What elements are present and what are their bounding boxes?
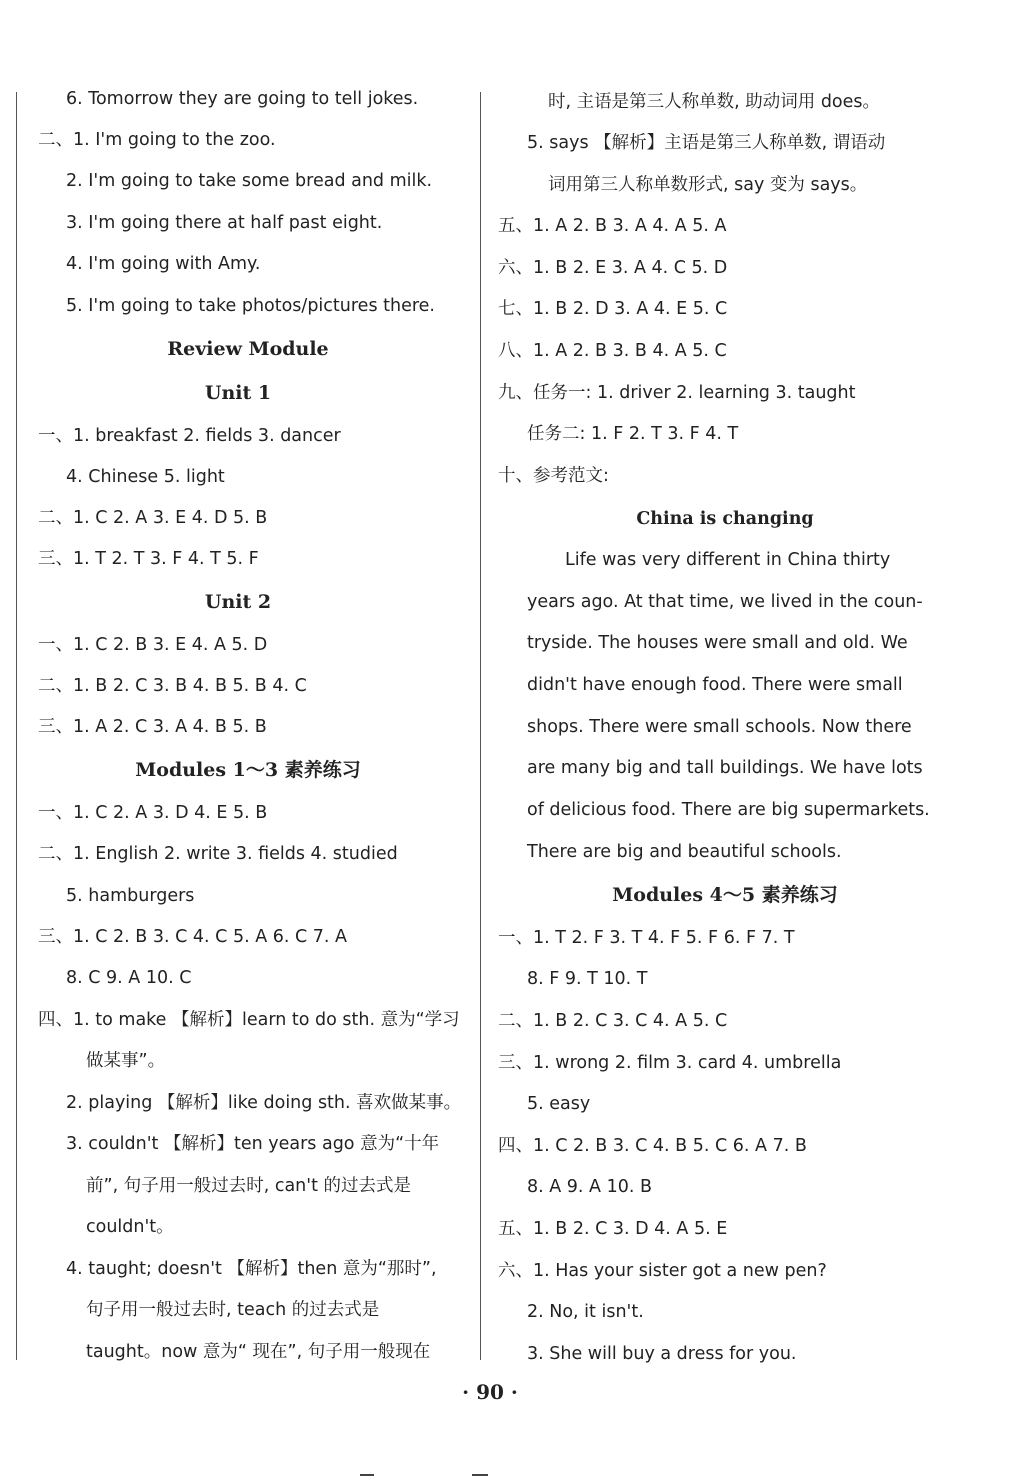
- essay-line: didn't have enough food. There were small: [527, 675, 903, 695]
- answer-line: 8. C 9. A 10. C: [66, 968, 192, 988]
- answer-line: 九、任务一: 1. driver 2. learning 3. taught: [498, 383, 856, 403]
- essay-line: years ago. At that time, we lived in the coun-: [527, 592, 923, 612]
- answer-line: 5. easy: [527, 1094, 591, 1114]
- answer-line: 一、1. C 2. A 3. D 4. E 5. B: [38, 803, 268, 823]
- answer-line: 十、参考范文:: [498, 466, 609, 486]
- unit-heading: Unit 2: [204, 591, 272, 613]
- answer-line: 一、1. C 2. B 3. E 4. A 5. D: [38, 635, 268, 655]
- answer-line: 七、1. B 2. D 3. A 4. E 5. C: [498, 299, 728, 319]
- answer-line: 2. No, it isn't.: [527, 1302, 644, 1322]
- center-divider-rule: [480, 92, 481, 1360]
- answer-line: 三、1. wrong 2. film 3. card 4. umbrella: [498, 1053, 842, 1073]
- essay-line: are many big and tall buildings. We have lots: [527, 758, 923, 778]
- answer-line: 二、1. I'm going to the zoo.: [38, 130, 276, 150]
- answer-line: 二、1. English 2. write 3. fields 4. studied: [38, 844, 398, 864]
- answer-line: 二、1. C 2. A 3. E 4. D 5. B: [38, 508, 268, 528]
- answer-line: couldn't。: [86, 1217, 174, 1237]
- answer-line: 六、1. B 2. E 3. A 4. C 5. D: [498, 258, 728, 278]
- answer-line: 4. I'm going with Amy.: [66, 254, 261, 274]
- answer-line: 三、1. T 2. T 3. F 4. T 5. F: [38, 549, 259, 569]
- essay-title: China is changing: [636, 509, 814, 529]
- answer-line: 时, 主语是第三人称单数, 助动词用 does。: [548, 92, 881, 112]
- answer-line: 四、1. C 2. B 3. C 4. B 5. C 6. A 7. B: [498, 1136, 807, 1156]
- answer-line: 2. I'm going to take some bread and milk.: [66, 171, 433, 191]
- answer-line: 6. Tomorrow they are going to tell jokes.: [66, 89, 419, 109]
- essay-line: Life was very different in China thirty: [565, 550, 891, 570]
- scan-mark: [360, 1474, 374, 1476]
- answer-line: 2. playing 【解析】like doing sth. 喜欢做某事。: [66, 1093, 462, 1113]
- answer-line: 8. A 9. A 10. B: [527, 1177, 652, 1197]
- essay-line: of delicious food. There are big supermarkets.: [527, 800, 930, 820]
- answer-line: 4. taught; doesn't 【解析】then 意为“那时”,: [66, 1259, 437, 1279]
- section-heading: Review Module: [167, 338, 329, 360]
- answer-line: 五、1. B 2. C 3. D 4. A 5. E: [498, 1219, 728, 1239]
- answer-line: 5. I'm going to take photos/pictures there.: [66, 296, 435, 316]
- answer-line: 任务二: 1. F 2. T 3. F 4. T: [527, 424, 739, 444]
- essay-line: tryside. The houses were small and old. We: [527, 633, 908, 653]
- answer-line: 3. I'm going there at half past eight.: [66, 213, 383, 233]
- answer-line: 八、1. A 2. B 3. B 4. A 5. C: [498, 341, 727, 361]
- answer-line: 句子用一般过去时, teach 的过去式是: [86, 1300, 380, 1320]
- answer-line: 一、1. T 2. F 3. T 4. F 5. F 6. F 7. T: [498, 928, 795, 948]
- answer-line: 3. couldn't 【解析】ten years ago 意为“十年: [66, 1134, 440, 1154]
- unit-heading: Unit 1: [204, 382, 272, 404]
- answer-line: taught。now 意为“ 现在”, 句子用一般现在: [86, 1342, 431, 1362]
- answer-line: 3. She will buy a dress for you.: [527, 1344, 797, 1364]
- answer-line: 四、1. to make 【解析】learn to do sth. 意为“学习: [38, 1010, 460, 1030]
- answer-line: 六、1. Has your sister got a new pen?: [498, 1261, 827, 1281]
- essay-line: There are big and beautiful schools.: [527, 842, 842, 862]
- answer-line: 前”, 句子用一般过去时, can't 的过去式是: [86, 1176, 411, 1196]
- answer-line: 二、1. B 2. C 3. C 4. A 5. C: [498, 1011, 728, 1031]
- answer-line: 5. says 【解析】主语是第三人称单数, 谓语动: [527, 133, 886, 153]
- answer-line: 做某事”。: [86, 1051, 166, 1071]
- answer-line: 8. F 9. T 10. T: [527, 969, 648, 989]
- scan-mark: [472, 1474, 488, 1476]
- page-number: · 90 ·: [462, 1380, 518, 1404]
- answer-line: 5. hamburgers: [66, 886, 195, 906]
- answer-line: 二、1. B 2. C 3. B 4. B 5. B 4. C: [38, 676, 307, 696]
- answer-line: 4. Chinese 5. light: [66, 467, 225, 487]
- answer-line: 三、1. C 2. B 3. C 4. C 5. A 6. C 7. A: [38, 927, 348, 947]
- left-margin-rule: [16, 92, 17, 1360]
- section-heading: Modules 1～3 素养练习: [135, 759, 361, 781]
- essay-line: shops. There were small schools. Now there: [527, 717, 912, 737]
- section-heading: Modules 4～5 素养练习: [612, 884, 838, 906]
- answer-line: 词用第三人称单数形式, say 变为 says。: [548, 175, 868, 195]
- answer-line: 五、1. A 2. B 3. A 4. A 5. A: [498, 216, 727, 236]
- answer-line: 一、1. breakfast 2. fields 3. dancer: [38, 426, 341, 446]
- answer-line: 三、1. A 2. C 3. A 4. B 5. B: [38, 717, 267, 737]
